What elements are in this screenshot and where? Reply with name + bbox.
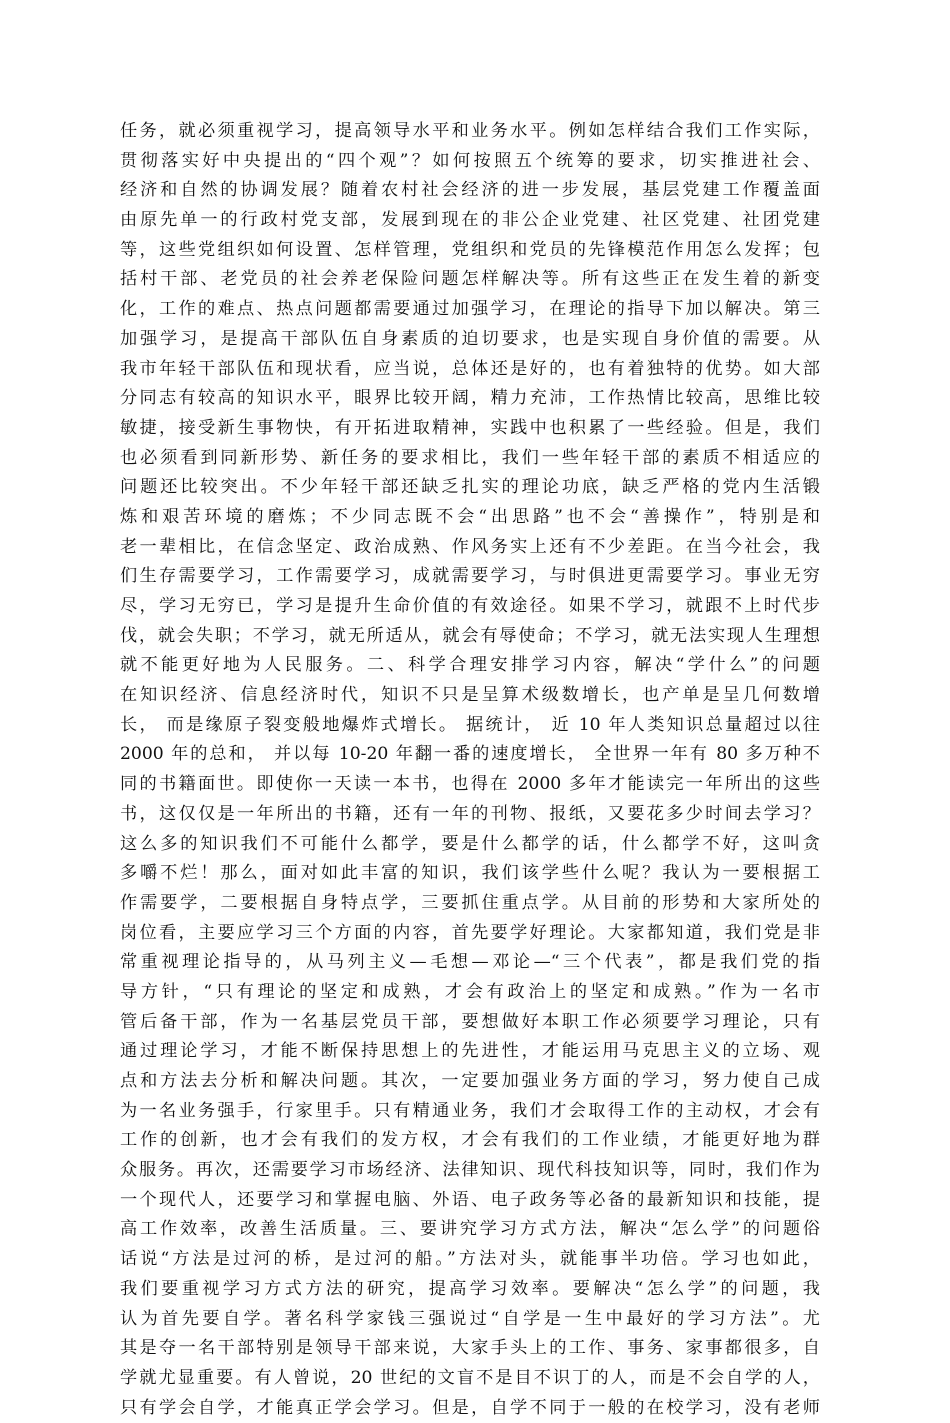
text-line: 就不能更好地为人民服务。二、科学合理安排学习内容，解决“学什么”的问题 [120, 655, 820, 676]
text-line: 老一辈相比，在信念坚定、政治成熟、作风务实上还有不少差距。在当今社会，我 [120, 536, 820, 557]
text-line: 学就尤显重要。有人曾说，20 世纪的文盲不是目不识丁的人，而是不会自学的人， [120, 1367, 820, 1388]
text-line: 作需要学，二要根据自身特点学，三要抓住重点学。从目前的形势和大家所处的 [120, 892, 820, 913]
text-line: 问题还比较突出。不少年轻干部还缺乏扎实的理论功底，缺乏严格的党内生活锻 [120, 477, 820, 498]
text-line: 经济和自然的协调发展？随着农村社会经济的进一步发展，基层党建工作覆盖面 [120, 180, 820, 201]
text-line: 同的书籍面世。即使你一天读一本书，也得在 2000 多年才能读完一年所出的这些 [120, 774, 820, 795]
text-line: 炼和艰苦环境的磨炼；不少同志既不会“出思路”也不会“善操作”，特别是和 [120, 506, 820, 527]
text-line: 等，这些党组织如何设置、怎样管理，党组织和党员的先锋模范作用怎么发挥；包 [120, 239, 820, 260]
text-line: 通过理论学习，才能不断保持思想上的先进性，才能运用马克思主义的立场、观 [120, 1041, 820, 1062]
text-line: 点和方法去分析和解决问题。其次，一定要加强业务方面的学习，努力使自己成 [120, 1071, 820, 1091]
text-line: 为一名业务强手，行家里手。只有精通业务，我们才会取得工作的主动权，才会有 [120, 1100, 820, 1121]
text-line: 括村干部、老党员的社会养老保险问题怎样解决等。所有这些正在发生着的新变 [120, 269, 820, 290]
text-line: 岗位看，主要应学习三个方面的内容，首先要学好理论。大家都知道，我们党是非 [120, 922, 820, 943]
text-line: 由原先单一的行政村党支部，发展到现在的非公企业党建、社区党建、社团党建 [120, 210, 820, 231]
text-line: 高工作效率，改善生活质量。三、要讲究学习方式方法，解决“怎么学”的问题俗 [120, 1219, 820, 1240]
text-line: 管后备干部，作为一名基层党员干部，要想做好本职工作必须要学习理论，只有 [120, 1011, 820, 1032]
text-line: 也必须看到同新形势、新任务的要求相比，我们一些年轻干部的素质不相适应的 [120, 447, 820, 468]
text-line: 敏捷，接受新生事物快，有开拓进取精神，实践中也积累了一些经验。但是，我们 [120, 417, 820, 438]
text-line: 只有学会自学，才能真正学会学习。但是，自学不同于一般的在校学习，没有老师 [120, 1397, 820, 1418]
text-line: 伐，就会失职；不学习，就无所适从，就会有辱使命；不学习，就无法实现人生理想 [120, 625, 820, 646]
text-line: 其是夺一名干部特别是领导干部来说，大家手头上的工作、事务、家事都很多，自 [120, 1338, 820, 1359]
text-line: 多嚼不烂！那么，面对如此丰富的知识，我们该学些什么呢？我认为一要根据工 [120, 863, 820, 884]
text-line: 贯彻落实好中央提出的“四个观”？如何按照五个统筹的要求，切实推进社会、 [120, 150, 820, 171]
text-line: 尽，学习无穷已，学习是提升生命价值的有效途径。如果不学习，就跟不上时代步 [120, 596, 820, 616]
body-text [120, 117, 820, 1423]
text-line: 长， 而是缘原子裂变般地爆炸式增长。 据统计， 近 10 年人类知识总量超过以往 [120, 714, 820, 735]
text-line: 认为首先要自学。著名科学家钱三强说过“自学是一生中最好的学习方法”。尤 [120, 1308, 820, 1329]
text-line: 一个现代人，还要学习和掌握电脑、外语、电子政务等必备的最新知识和技能，提 [120, 1189, 820, 1210]
text-line: 话说“方法是过河的桥，是过河的船。”方法对头，就能事半功倍。学习也如此， [120, 1249, 820, 1270]
text-line: 2000 年的总和， 并以每 10-20 年翻一番的速度增长， 全世界一年有 80 多万种不 [120, 744, 820, 765]
text-line: 书，这仅仅是一年所出的书籍，还有一年的刊物、报纸，又要花多少时间去学习？ [120, 803, 820, 824]
text-line: 我们要重视学习方式方法的研究，提高学习效率。要解决“怎么学”的问题，我 [120, 1278, 820, 1299]
text-line: 众服务。再次，还需要学习市场经济、法律知识、现代科技知识等，同时，我们作为 [120, 1160, 820, 1181]
text-line: 化，工作的难点、热点问题都需要通过加强学习，在理论的指导下加以解决。第三 [120, 299, 820, 320]
text-line: 我市年轻干部队伍和现状看，应当说，总体还是好的，也有着独特的优势。如大部 [120, 358, 820, 379]
text-line: 这么多的知识我们不可能什么都学，要是什么都学的话，什么都学不好，这叫贪 [120, 833, 820, 854]
text-line: 任务，就必须重视学习，提高领导水平和业务水平。例如怎样结合我们工作实际， [120, 121, 820, 141]
text-line: 在知识经济、信息经济时代，知识不只是呈算术级数增长，也产单是呈几何数增 [120, 685, 820, 706]
text-line: 分同志有较高的知识水平，眼界比较开阔，精力充沛，工作热情比较高，思维比较 [120, 388, 820, 409]
text-line: 常重视理论指导的，从马列主义—毛想—邓论—“三个代表”，都是我们党的指 [120, 952, 820, 973]
text-line: 导方针，“只有理论的坚定和成熟，才会有政治上的坚定和成熟。”作为一名市 [120, 981, 820, 1002]
text-line: 加强学习，是提高干部队伍自身素质的迫切要求，也是实现自身价值的需要。从 [120, 328, 820, 349]
text-line: 工作的创新，也才会有我们的发方权，才会有我们的工作业绩，才能更好地为群 [120, 1130, 820, 1151]
text-line: 们生存需要学习，工作需要学习，成就需要学习，与时俱进更需要学习。事业无穷 [120, 566, 820, 587]
